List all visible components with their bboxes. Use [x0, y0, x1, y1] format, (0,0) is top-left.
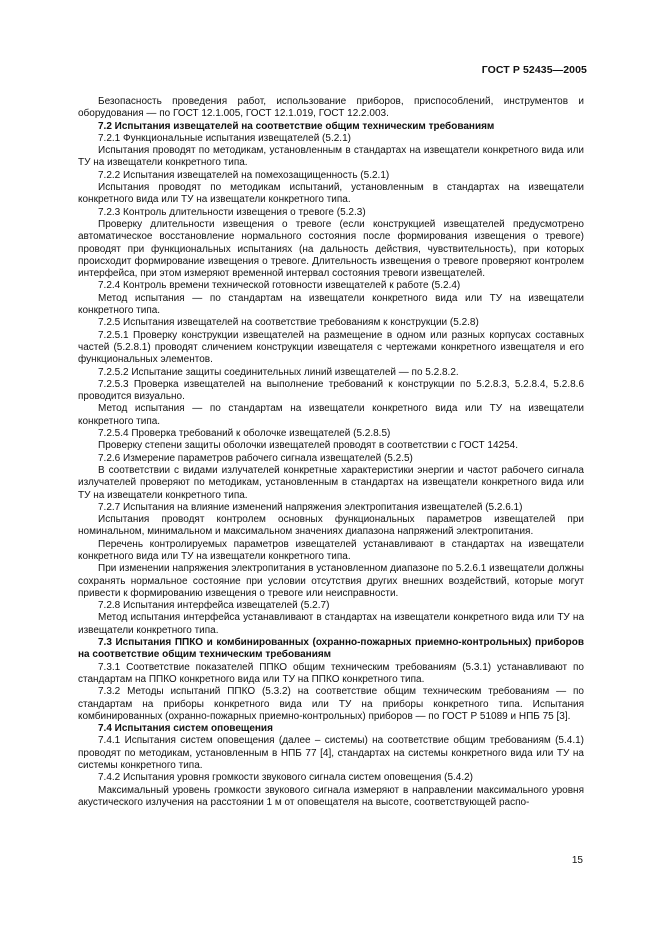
- clause-7-4-1: 7.4.1 Испытания систем оповещения (далее – системы) на соответствие общим требованиям (5.4.1) проводят по методикам, установленным в НПБ 77 [4], стандартах на системы конкретного вида или ТУ на системы конкретного типа.: [78, 735, 584, 772]
- standard-header: ГОСТ Р 52435—2005: [481, 64, 587, 76]
- section-heading-7-3: 7.3 Испытания ППКО и комбинированных (охранно-пожарных приемно-контрольных) приборов на соответствие общим техническим требованиям: [78, 637, 584, 661]
- clause-7-3-1: 7.3.1 Соответствие показателей ППКО общим техническим требованиям (5.3.1) устанавливают по стандартам на ППКО конкретного вида или ТУ на ППКО конкретного типа.: [78, 661, 584, 685]
- paragraph-body: Проверку длительности извещения о тревоге (если конструкцией извещателей предусмотрено автоматическое восстановление нормального состояния после формирования извещения о тревоге) проводят при функциональных испытаниях (на дальность действия, чувствительность), при которых происходит формирование извещения о тревоге. Длительность извещения о тревоге проверяют контролем интерфейса, при этом измеряют временной интервал состояния тревоги извещателей.: [78, 218, 584, 280]
- paragraph-body: Проверку степени защиты оболочки извещателей проводят в соответствии с ГОСТ 14254.: [98, 440, 519, 452]
- paragraph-body: Метод испытания — по стандартам на извещатели конкретного вида или ТУ на извещатели конкретного типа.: [78, 403, 584, 427]
- clause-7-2-2: 7.2.2 Испытания извещателей на помехозащищенность (5.2.1): [98, 169, 390, 181]
- section-heading-7-2: 7.2 Испытания извещателей на соответствие общим техническим требованиям: [98, 120, 495, 132]
- paragraph-body: Испытания проводят по методикам испытаний, установленным в стандартах на извещатели конкретного вида или ТУ на извещатели конкретного типа.: [78, 182, 584, 206]
- paragraph-body: Перечень контролируемых параметров извещателей устанавливают в стандартах на извещатели конкретного вида или ТУ на извещатели конкретного типа.: [78, 538, 584, 562]
- paragraph-body: При изменении напряжения электропитания в установленном диапазоне по 5.2.6.1 извещатели должны сохранять нормальное состояние при условии отсутствия других внешних воздействий, которые могут привести к формированию извещения о тревоге или неисправности.: [78, 563, 584, 599]
- clause-7-2-4: 7.2.4 Контроль времени технической готовности извещателей к работе (5.2.4): [98, 280, 461, 292]
- paragraph-body: Испытания проводят по методикам, установленным в стандартах на извещатели конкретного вида или ТУ на извещатели конкретного типа.: [78, 145, 584, 169]
- section-heading-7-4: 7.4 Испытания систем оповещения: [98, 723, 273, 735]
- paragraph-body: В соответствии с видами излучателей конкретные характеристики энергии и частот рабочего сигнала излучателей проверяют по методикам, установленным в стандартах на извещатели конкретного вида или ТУ на извещатели конкретного типа.: [78, 464, 584, 501]
- clause-7-2-7: 7.2.7 Испытания на влияние изменений напряжения электропитания извещателей (5.2.6.1): [98, 501, 523, 513]
- clause-7-2-1: 7.2.1 Функциональные испытания извещателей (5.2.1): [98, 132, 351, 144]
- clause-7-3-2: 7.3.2 Методы испытаний ППКО (5.3.2) на соответствие общим техническим требованиям — по стандартам на приборы конкретного вида или ТУ на приборы конкретного типа. Испытания комбинированных (охранно-пожарных приемно-контрольных) приборов — по ГОСТ Р 51089 и НПБ 75 [3].: [78, 686, 584, 722]
- clause-7-2-5-2: 7.2.5.2 Испытание защиты соединительных линий извещателей — по 5.2.8.2.: [98, 366, 459, 378]
- paragraph-body: Метод испытания — по стандартам на извещатели конкретного вида или ТУ на извещатели конкретного типа.: [78, 292, 584, 317]
- paragraph-body: Метод испытания интерфейса устанавливают в стандартах на извещатели конкретного вида или ТУ на извещатели конкретного типа.: [78, 612, 584, 636]
- clause-7-2-8: 7.2.8 Испытания интерфейса извещателей (5.2.7): [98, 600, 330, 612]
- paragraph-safety: Безопасность проведения работ, использование приборов, приспособлений, инструментов и оборудования — по ГОСТ 12.1.005, ГОСТ 12.1.019, ГОСТ 12.2.003.: [78, 96, 584, 120]
- clause-7-2-5: 7.2.5 Испытания извещателей на соответствие требованиям к конструкции (5.2.8): [98, 317, 479, 329]
- clause-7-2-6: 7.2.6 Измерение параметров рабочего сигнала извещателей (5.2.5): [98, 452, 413, 464]
- clause-7-2-5-4: 7.2.5.4 Проверка требований к оболочке извещателей (5.2.8.5): [98, 428, 391, 440]
- document-body: [78, 95, 584, 809]
- paragraph-body: Испытания проводят контролем основных функциональных параметров извещателей при номинальном, минимальном и максимальном значениях диапазона напряжений электропитания.: [78, 514, 584, 538]
- clause-7-4-2: 7.4.2 Испытания уровня громкости звукового сигнала систем оповещения (5.4.2): [98, 772, 474, 784]
- clause-7-2-5-1: 7.2.5.1 Проверку конструкции извещателей на размещение в одном или разных корпусах составных частей (5.2.8.1) проводят сличением конструкции извещателя с чертежами конкретного извещателя и его функциональных элементов.: [78, 329, 584, 366]
- paragraph-body: Максимальный уровень громкости звукового сигнала измеряют в направлении максимального уровня акустического излучения на расстоянии 1 м от оповещателя на высоте, соответствующей распо-: [78, 784, 584, 808]
- page-number: 15: [571, 855, 583, 866]
- clause-7-2-3: 7.2.3 Контроль длительности извещения о тревоге (5.2.3): [98, 206, 366, 218]
- clause-7-2-5-3: 7.2.5.3 Проверка извещателей на выполнение требований к конструкции по 5.2.8.3, 5.2.8.4, 5.2.8.6 проводится визуально.: [78, 378, 584, 403]
